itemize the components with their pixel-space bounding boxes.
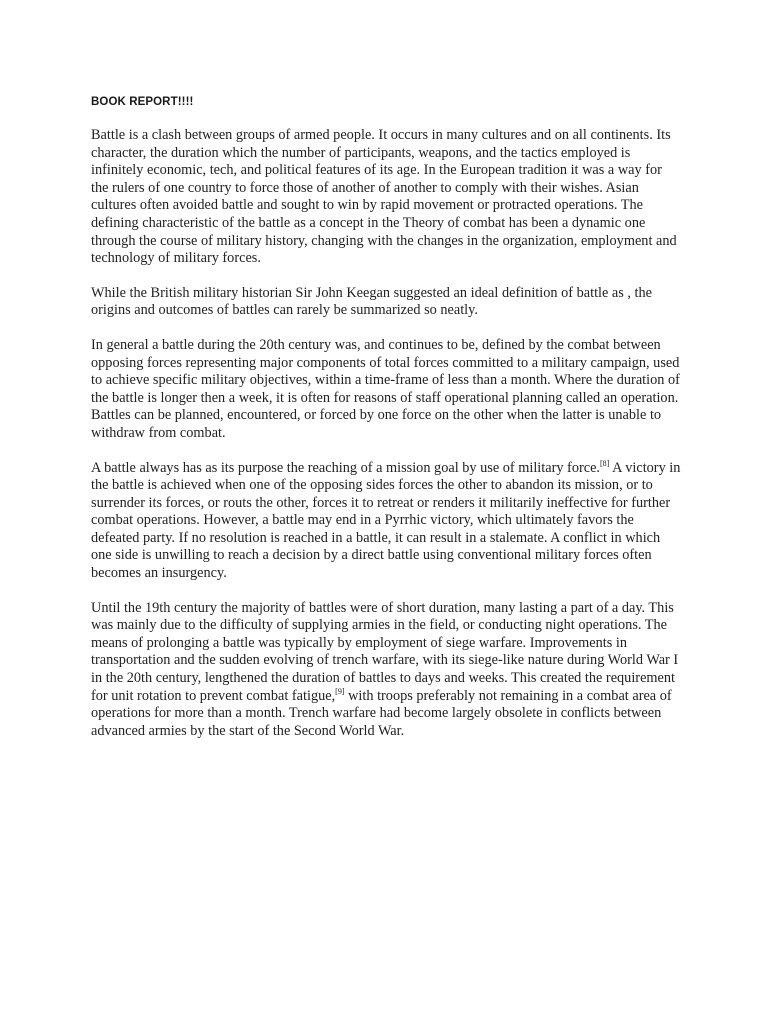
footnote-9[interactable]: [9] [335,686,345,696]
footnote-8[interactable]: [8] [600,458,610,468]
paragraph-text-before: Until the 19th century the majority of battles were of short duration, many lasting a part of a day. This was mainly due to the difficulty of supplying armies in the field, or conducting night operations. The means of prolonging a battle was typically by employment of siege warfare. Improvements in transportation and the sudden evolving of trench warfare, with its siege-like nature during World War I in the 20th century, lengthened the duration of battles to days and weeks. This created the requirement for unit rotation to prevent combat fatigue, [91,599,679,704]
document-body [91,96,681,757]
paragraph-keegan: While the British military historian Sir John Keegan suggested an ideal definition of battle as , the origins and outcomes of battles can rarely be summarized so neatly. [91,284,653,319]
paragraph-text-after: A victory in the battle is achieved when one of the opposing sides forces the other to abandon its mission, or to surrender its forces, or routs the other, forces it to retreat or renders it militarily ineffective for further combat operations. However, a battle may end in a Pyrrhic victory, which ultimately favors the defeated party. If no resolution is reached in a battle, it can result in a stalemate. A conflict in which one side is unwilling to reach a decision by a direct battle using conventional military forces often becomes an insurgency. [91,459,681,582]
paragraph-19th-century [91,600,681,741]
paragraph-mission-goal [91,460,681,583]
paragraph-20th-century: In general a battle during the 20th century was, and continues to be, defined by the combat between opposing forces representing major components of total forces committed to a military campaign, used to achieve specific military objectives, within a time-frame of less than a month. Where the duration of the battle is longer then a week, it is often for reasons of staff operational planning called an operation. Battles can be planned, encountered, or forced by one force on the other when the latter is unable to withdraw from combat. [91,336,680,441]
paragraph-battle-definition: Battle is a clash between groups of armed people. It occurs in many cultures and on all continents. Its character, the duration which the number of participants, weapons, and the tactics employed is infinitely economic, tech, and political features of its age. In the European tradition it was a way for the rulers of one country to force those of another of another to comply with their wishes. Asian cultures often avoided battle and sought to win by rapid movement or protracted operations. The defining characteristic of the battle as a concept in the Theory of combat has been a dynamic one through the course of military history, changing with the changes in the organization, employment and technology of military forces. [91,127,677,267]
document-heading: BOOK REPORT!!!! [91,96,194,108]
paragraph-text-after: with troops preferably not remaining in a combat area of operations for more than a month. Trench warfare had become largely obsolete in conflicts between advanced armies by the start of the Second World War. [91,687,672,739]
paragraph-text-before: A battle always has as its purpose the reaching of a mission goal by use of military force. [91,459,600,476]
